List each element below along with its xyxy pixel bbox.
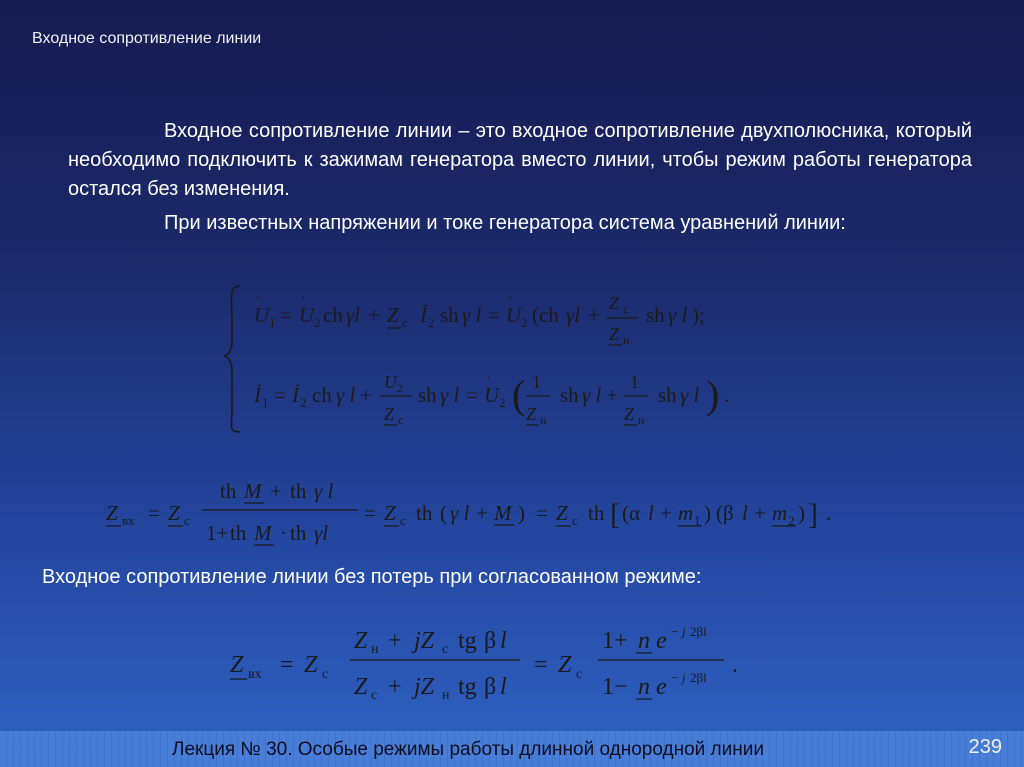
svg-text:(: ( [512, 372, 526, 417]
svg-text:+: + [754, 501, 766, 525]
svg-text:·: · [301, 291, 306, 306]
svg-text:=: = [488, 303, 500, 327]
svg-text:γl: γl [566, 303, 581, 327]
svg-text:н: н [540, 413, 547, 427]
svg-text:+: + [388, 674, 402, 700]
svg-text:sh: sh [440, 303, 459, 327]
svg-text:вх: вх [122, 513, 135, 528]
svg-text:c: c [623, 302, 629, 316]
svg-text:m: m [678, 501, 694, 525]
svg-text:M: M [244, 479, 262, 503]
svg-text:н: н [623, 333, 630, 347]
svg-text:M: M [254, 521, 272, 545]
system-line-1 [254, 291, 705, 347]
svg-text:th: th [220, 479, 237, 503]
svg-text:ch: ch [323, 303, 343, 327]
slide-title: Входное сопротивление линии [32, 30, 262, 47]
definition-text: Входное сопротивление линии – это входное сопротивление двухполюсника, который необходимо подключить к зажимам генератора вместо линии, чтобы режим работы генератора остался без изменения. [68, 120, 972, 200]
svg-text:β: β [484, 674, 497, 700]
svg-text:Z: Z [384, 404, 395, 424]
svg-text:=: = [280, 303, 292, 327]
svg-text:U: U [506, 303, 522, 327]
svg-text:Z: Z [609, 324, 620, 344]
svg-text:.: . [724, 383, 730, 407]
svg-text:1: 1 [532, 372, 541, 392]
svg-text:th: th [588, 501, 605, 525]
svg-text:Z: Z [387, 303, 399, 327]
system-brace [224, 286, 240, 432]
svg-text:н: н [638, 413, 645, 427]
system-intro-text: При известных напряжении и токе генератора система уравнений линии: [164, 212, 846, 234]
svg-text:2βl: 2βl [690, 670, 707, 685]
svg-text:c: c [576, 667, 583, 682]
svg-text:+: + [660, 501, 672, 525]
svg-text:γl: γl [314, 521, 329, 545]
input-impedance-formula [104, 470, 884, 560]
svg-text:н: н [442, 688, 450, 703]
svg-text:l: l [500, 628, 507, 654]
svg-text:c: c [442, 642, 449, 657]
svg-text:sh: sh [658, 383, 677, 407]
svg-text:=: = [534, 652, 548, 678]
svg-text:Z: Z [230, 652, 244, 678]
svg-text:+: + [360, 383, 372, 407]
svg-text:İ: İ [292, 383, 299, 407]
svg-text:=: = [274, 383, 286, 407]
lossless-formula [228, 616, 788, 716]
svg-text:·: · [386, 361, 390, 375]
svg-text:tg: tg [458, 628, 477, 654]
svg-text:=: = [466, 383, 478, 407]
svg-text:(β: (β [716, 501, 734, 525]
svg-text:th: th [416, 501, 433, 525]
svg-text:th: th [290, 479, 307, 503]
svg-text:sh: sh [646, 303, 665, 327]
svg-text:İ: İ [420, 303, 427, 327]
svg-text:γ l: γ l [450, 501, 470, 525]
svg-text:1: 1 [269, 315, 276, 330]
svg-text:+: + [476, 501, 488, 525]
svg-text:− j: − j [670, 670, 686, 685]
svg-text:γ l: γ l [462, 303, 482, 327]
svg-text:1+: 1+ [206, 521, 229, 545]
svg-text:2: 2 [300, 395, 307, 410]
svg-text:=: = [280, 652, 294, 678]
svg-text:=: = [148, 501, 160, 525]
svg-text:n: n [638, 674, 650, 700]
svg-text:− j: − j [670, 624, 686, 639]
svg-text:c: c [402, 315, 408, 330]
svg-text:2: 2 [428, 315, 435, 330]
svg-text:1+: 1+ [602, 628, 628, 654]
svg-text:);: ); [692, 303, 705, 327]
svg-text:+: + [388, 628, 402, 654]
svg-text:Z: Z [556, 501, 568, 525]
svg-text:Z: Z [106, 501, 118, 525]
svg-text:e: e [656, 628, 667, 654]
lossless-intro-text: Входное сопротивление линии без потерь при согласованном режиме: [42, 566, 702, 588]
svg-text:): ) [706, 372, 720, 417]
svg-text:c: c [400, 513, 406, 528]
svg-text:e: e [656, 674, 667, 700]
svg-text:]: ] [808, 498, 818, 531]
svg-text:1: 1 [694, 513, 701, 528]
svg-text:1−: 1− [602, 674, 628, 700]
svg-text:+: + [606, 383, 618, 407]
svg-text:): ) [704, 501, 711, 525]
svg-text:sh: sh [418, 383, 437, 407]
equation-system [222, 280, 782, 440]
svg-text:): ) [518, 501, 525, 525]
svg-text:): ) [798, 501, 805, 525]
page-number: 239 [968, 736, 1002, 758]
svg-text:γ l: γ l [336, 383, 356, 407]
svg-text:2: 2 [314, 315, 321, 330]
svg-text:γl: γl [346, 303, 361, 327]
footer-lecture-title: Лекция № 30. Особые режимы работы длинной однородной линии [172, 739, 764, 760]
svg-text:(ch: (ch [532, 303, 559, 327]
svg-text:Z: Z [609, 293, 620, 313]
svg-text:U: U [484, 383, 500, 407]
svg-text:Z: Z [354, 674, 368, 700]
svg-text:1: 1 [262, 395, 269, 410]
svg-text:[: [ [610, 498, 620, 531]
svg-text:th: th [290, 521, 307, 545]
svg-text:c: c [398, 413, 404, 427]
svg-text:U: U [299, 303, 315, 327]
svg-text:sh: sh [560, 383, 579, 407]
svg-text:·: · [486, 371, 491, 386]
svg-text:Z: Z [304, 652, 318, 678]
svg-text:l: l [742, 501, 748, 525]
svg-text:·: · [256, 291, 261, 306]
svg-text:jZ: jZ [414, 674, 435, 700]
svg-text:2: 2 [788, 513, 795, 528]
svg-text:·: · [508, 291, 513, 306]
svg-text:+: + [368, 303, 380, 327]
svg-text:γ l: γ l [582, 383, 602, 407]
svg-text:l: l [648, 501, 654, 525]
svg-text:2βl: 2βl [690, 624, 707, 639]
svg-text:.: . [732, 652, 738, 678]
svg-text:γ l: γ l [314, 479, 334, 503]
svg-text:m: m [772, 501, 788, 525]
svg-text:M: M [494, 501, 512, 525]
svg-text:c: c [371, 688, 378, 703]
svg-text:th: th [230, 521, 247, 545]
svg-text:=: = [364, 501, 376, 525]
svg-text:γ l: γ l [668, 303, 688, 327]
svg-text:.: . [826, 501, 832, 525]
svg-text:c: c [572, 513, 578, 528]
svg-text:+: + [270, 479, 282, 503]
svg-text:İ: İ [254, 383, 261, 407]
svg-text:(α: (α [622, 501, 640, 525]
svg-text:1: 1 [630, 372, 639, 392]
svg-text:(: ( [440, 501, 447, 525]
svg-text:c: c [322, 667, 329, 682]
svg-text:Z: Z [354, 628, 368, 654]
svg-text:γ l: γ l [440, 383, 460, 407]
svg-text:jZ: jZ [414, 628, 435, 654]
system-line-2 [253, 361, 729, 427]
svg-text:Z: Z [168, 501, 180, 525]
svg-text:tg: tg [458, 674, 477, 700]
svg-text:2: 2 [397, 381, 403, 395]
svg-text:Z: Z [526, 404, 537, 424]
svg-text:γ l: γ l [680, 383, 700, 407]
svg-text:Z: Z [624, 404, 635, 424]
system-intro-paragraph [68, 209, 972, 238]
definition-paragraph [68, 117, 972, 204]
svg-text:β: β [484, 628, 497, 654]
svg-text:н: н [371, 642, 379, 657]
svg-text:ch: ch [312, 383, 332, 407]
svg-text:Z: Z [384, 501, 396, 525]
svg-text:+: + [588, 303, 600, 327]
svg-text:l: l [500, 674, 507, 700]
svg-text:U: U [384, 372, 397, 392]
svg-text:=: = [536, 501, 548, 525]
svg-text:2: 2 [521, 315, 528, 330]
svg-text:·: · [280, 521, 287, 545]
svg-text:Z: Z [558, 652, 572, 678]
svg-text:U: U [254, 303, 270, 327]
svg-text:c: c [184, 513, 190, 528]
svg-text:вх: вх [248, 667, 262, 682]
svg-text:n: n [638, 628, 650, 654]
svg-text:2: 2 [499, 395, 506, 410]
